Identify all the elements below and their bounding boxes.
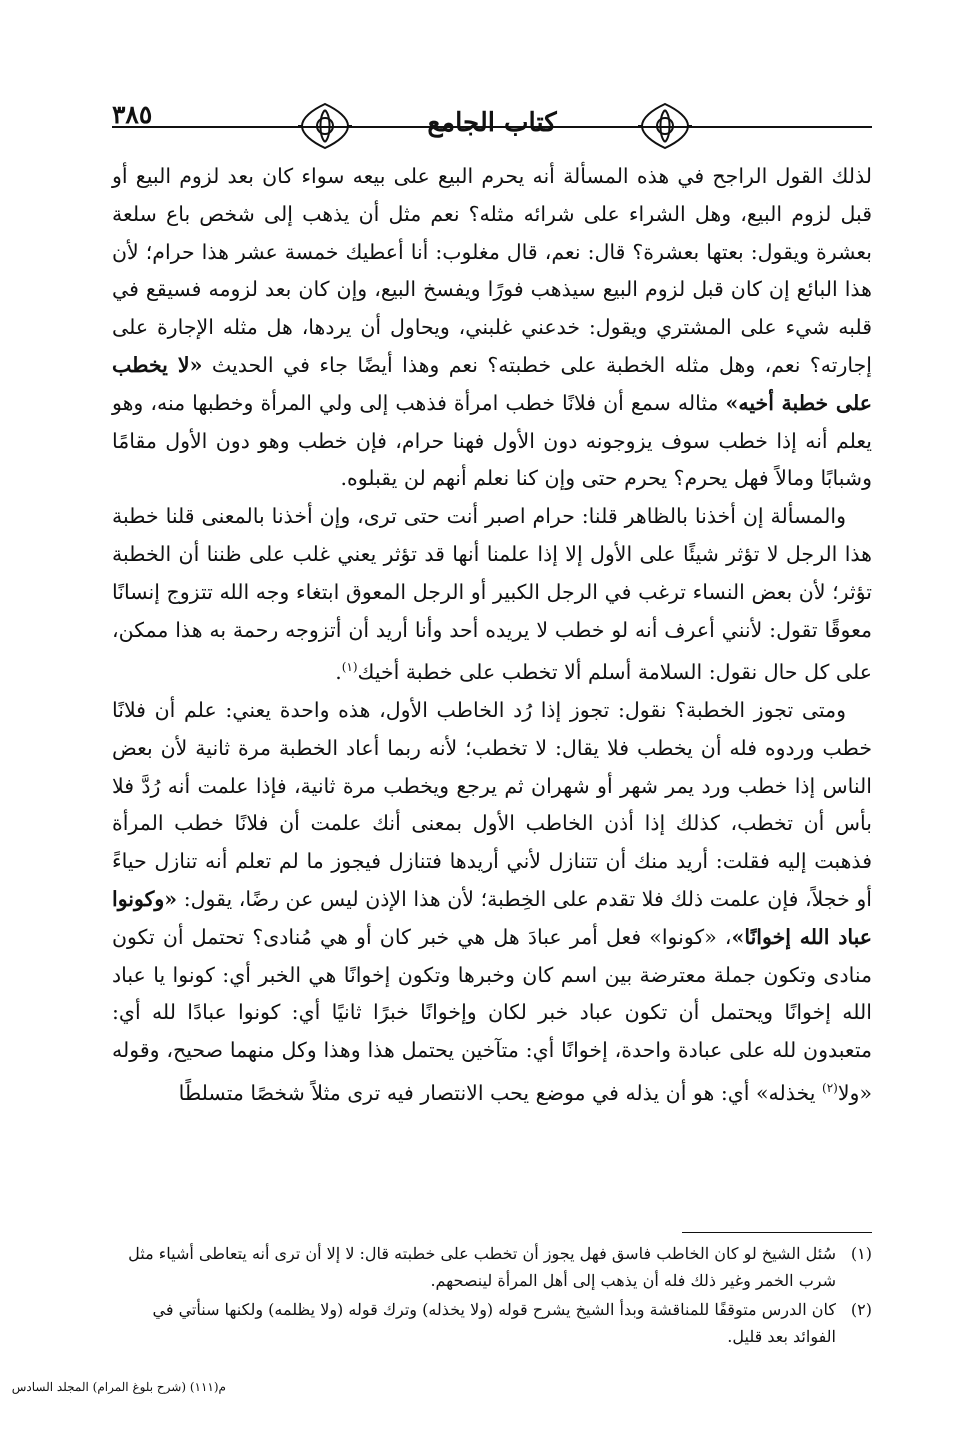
hadith-quote-2: «وكونوا عباد الله إخوانًا» [112,886,872,949]
body-text [112,158,872,1113]
footnote-rule [682,1232,872,1233]
volume-signature: م(١١١) (شرح بلوغ المرام) المجلد السادس [11,1380,226,1394]
paragraph-3: ومتى تجوز الخطبة؟ نقول: تجوز إذا رُد الخاطب الأول، هذه واحدة يعني: علم أن فلانًا خطب وردوه فله أن يخطب فلا يقال: لا تخطب؛ لأنه ربما أعاد الخطبة مرة ثانية لأن بعض الناس إذا خطب ورد يمر شهر أو شهران ثم يرجع ويخطب مرة ثانية، فإذا علمت أنه رُدَّ فلا بأس أن تخطب، كذلك إذا أذن الخاطب الأول بمعنى أنك علمت أن فلانًا خطب المرأة فذهبت إليه فقلت: أريد منك أن تتنازل لأني أريدها فتنازل فيجوز ما لم تعلم أنه تنازل حياءً أو خجلاً، فإن علمت ذلك فلا تقدم على الخِطبة؛ لأن هذا الإذن ليس عن رضًا، يقول: «وكونوا عباد الله إخوانًا»، «كونوا» فعل أمر عبادَ هل هي خبر كان أو هي مُنادى؟ تحتمل أن تكون منادى وتكون جملة معترضة بين اسم كان وخبرها وتكون إخوانًا هي الخبر أي: كونوا يا عباد الله إخوانًا ويحتمل أن تكون عباد خبر لكان وإخوانًا خبرًا ثانيًا أي: كونوا عبادًا لله أي: متعبدون لله على عبادة واحدة، إخوانًا أي: متآخين يحتمل هذا وهذا وكل منهما صحيح، وقوله «ولا$^{(٢)}$ يخذله» أي: هو أن يذله في موضع يحب الانتصار فيه ترى مثلاً شخصًا متسلطًا [112,697,872,1105]
hadith-quote: «لا يخطب على خطبة أخيه» [112,352,872,415]
header-rule [112,126,872,128]
paragraph-2: والمسألة إن أخذنا بالظاهر قلنا: حرام اصبر أنت حتى ترى، وإن أخذنا بالمعنى قلنا خطبة هذا الرجل لا تؤثر شيئًا على الأول إلا إذا علمنا أنها قد تؤثر يعني غلب على ظننا أن الخطبة تؤثر؛ لأن بعض النساء ترغب في الرجل الكبير أو الرجل المعوق ابتغاء وجه الله تتزوج إنسانًا معوقًا تقول: لأنني أعرف أنه لو خطب لا يريده أحد وأنا أريد أن أتزوجه رحمة به هذا ممكن، على كل حال نقول: السلامة أسلم ألا تخطب على خطبة أخيك$^{(١)}$. [112,504,872,685]
footnote-ref-2[interactable]: (٢) [822,1080,838,1095]
footnote-2: (٢)كان الدرس متوقفًا للمناقشة وبدأ الشيخ يشرح قوله (ولا يخذله) وترك قوله (ولا يظلمه) ولكنها سنأتي في الفوائد بعد قليل. [152,1300,872,1346]
footnote-ref-1[interactable]: (١) [341,660,358,675]
footnotes [112,1240,872,1352]
page-number: ٣٨٥ [112,100,153,129]
paragraph-1: لذلك القول الراجح في هذه المسألة أنه يحرم البيع على بيعه سواء كان بعد لزوم البيع أو قبل لزوم البيع، وهل الشراء على شرائه مثله؟ نعم مثل أن يذهب إلى شخص باع سلعة بعشرة ويقول: بعتها بعشرة؟ قال: نعم، قال مغلوب: أنا أعطيك خمسة عشر هذا حرام؛ لأن هذا البائع إن كان قبل لزوم البيع سيذهب فورًا ويفسخ البيع، وإن كان بعد لزومه فسيقع في قلبه شيء على المشتري ويقول: خدعني غلبني، ويحاول أن يردها، هل مثله الإجارة على إجارته؟ نعم، وهل مثله الخطبة على خطبته؟ نعم وهذا أيضًا جاء في الحديث «لا يخطب على خطبة أخيه» مثاله سمع أن فلانًا خطب امرأة فذهب إلى ولي المرأة وخطبها منه، وهو يعلم أنه إذا خطب سوف يزوجونه دون الأول فهنا حرام، فإن خطب وهو دون الأول مقامًا وشبابًا ومالاً فهل يحرم؟ يحرم حتى وإن كنا نعلم أنهم لن يقبلوه. [112,164,872,491]
book-title: كتاب الجامع [427,108,557,138]
footnote-1: (١)سُئل الشيخ لو كان الخاطب فاسق فهل يجوز أن تخطب على خطبته قال: لا إلا أن ترى أنه يتعاطى أشياء مثل شرب الخمر وغير ذلك فله أن يذهب إلى أهل المرأة لينصحهم. [128,1244,872,1290]
